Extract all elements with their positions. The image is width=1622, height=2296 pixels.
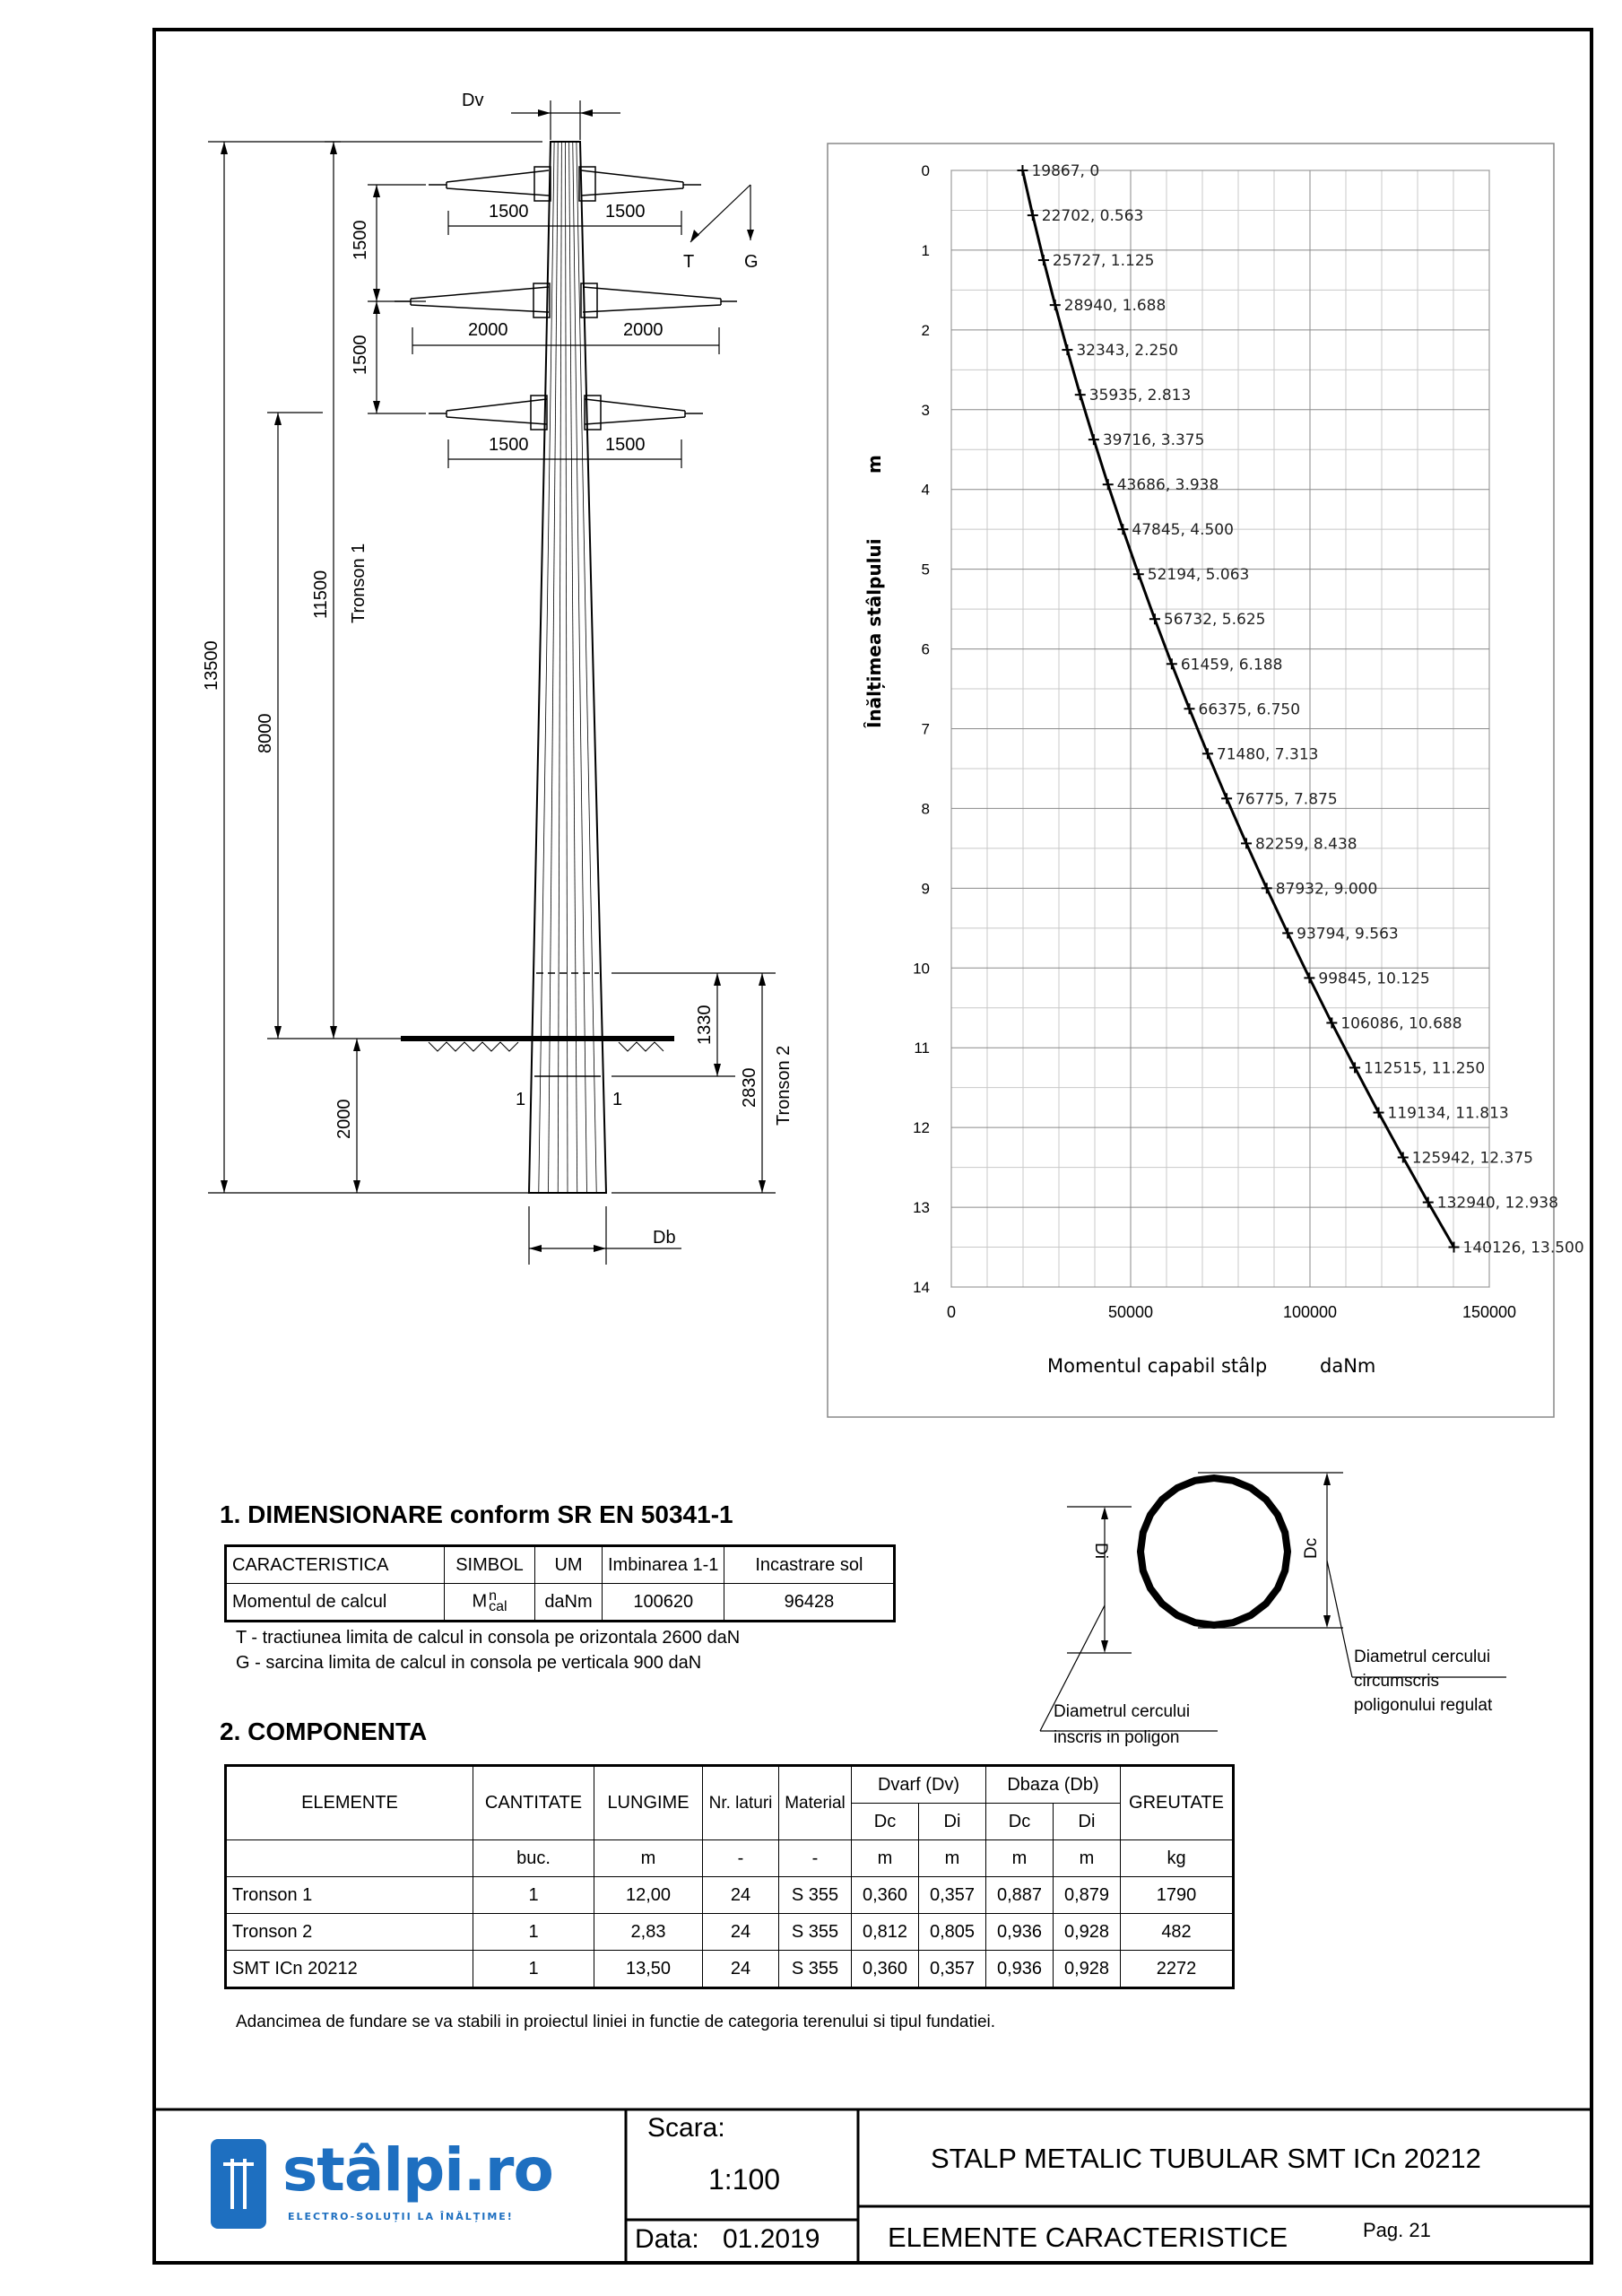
t-label: T: [683, 252, 695, 272]
header-dbaza-di: Di: [1054, 1804, 1121, 1840]
arm-low-left-dim: 1500: [489, 435, 529, 455]
row-name: Tronson 1: [226, 1877, 473, 1914]
row-dbaza-dc: 0,887: [986, 1877, 1054, 1914]
section-mark-right: 1: [612, 1090, 623, 1109]
header-dvarf: Dvarf (Dv): [852, 1766, 986, 1804]
data-label: 132940, 12.938: [1436, 1194, 1558, 1213]
data-label: 32343, 2.250: [1076, 342, 1178, 361]
y-tick-label: 10: [913, 960, 930, 978]
company-logo: [211, 2135, 569, 2229]
data-label: 140126, 13.500: [1462, 1239, 1584, 1257]
scale-label: Scara:: [647, 2113, 725, 2143]
date-label: Data:: [635, 2224, 699, 2254]
header-dbaza-dc: Dc: [986, 1804, 1054, 1840]
data-label: 71480, 7.313: [1216, 745, 1319, 764]
pole-facet-line: [558, 142, 561, 1193]
row-dbaza-di: 0,928: [1054, 1914, 1121, 1951]
table-row: [226, 1584, 895, 1622]
x-axis-ticks: [947, 1303, 1516, 1321]
dc-label: Dc: [1302, 1537, 1321, 1559]
row-length: 12,00: [594, 1877, 703, 1914]
table-row: [226, 1877, 1234, 1914]
unit-cell: -: [779, 1840, 852, 1877]
data-label: 119134, 11.813: [1387, 1104, 1509, 1123]
y-tick-label: 0: [921, 162, 930, 179]
row-dvarf-di: 0,805: [919, 1914, 986, 1951]
x-axis-unit: daNm: [1320, 1355, 1376, 1377]
drawing-title: STALP METALIC TUBULAR SMT ICn 20212: [931, 2143, 1481, 2174]
y-tick-label: 2: [921, 321, 930, 339]
unit-cell: m: [986, 1840, 1054, 1877]
logo-text: stâlpi.ro: [282, 2135, 553, 2205]
above-ground-dim: 8000: [256, 713, 275, 753]
x-tick-label: 100000: [1282, 1303, 1338, 1321]
x-tick-label: 0: [946, 1303, 957, 1321]
page-number: Pag. 21: [1363, 2219, 1431, 2241]
unit-cell: -: [703, 1840, 779, 1877]
row-dbaza-dc: 0,936: [986, 1914, 1054, 1951]
y-tick-label: 4: [921, 481, 930, 499]
data-label: 39716, 3.375: [1102, 431, 1205, 450]
di-label: Di: [1091, 1543, 1110, 1559]
data-label: 35935, 2.813: [1089, 387, 1192, 405]
data-label: 43686, 3.938: [1116, 476, 1219, 495]
symbol-sup: n: [489, 1588, 498, 1604]
row-qty: 1: [473, 1914, 594, 1951]
table-units-row: [226, 1840, 1234, 1877]
total-height-dim: 13500: [202, 640, 221, 691]
inscribed-label-line2: inscris in poligon: [1054, 1728, 1180, 1747]
header-simbol: SIMBOL: [445, 1546, 535, 1584]
unit-cell: kg: [1121, 1840, 1234, 1877]
symbol-sub: cal: [489, 1599, 507, 1614]
foundation-footnote: Adancimea de fundare se va stabili in proiectul liniei in functie de categoria terenului si tipul fundatiei.: [236, 2013, 996, 2031]
crossarm-top: [429, 167, 701, 201]
row-material: S 355: [779, 1877, 852, 1914]
header-material: Material: [779, 1766, 852, 1840]
row-um: daNm: [535, 1584, 603, 1622]
header-imbinare: Imbinarea 1-1: [603, 1546, 724, 1584]
dimension-lines: [208, 100, 776, 1265]
data-label: 19867, 0: [1031, 162, 1100, 180]
data-label: 125942, 12.375: [1411, 1149, 1533, 1168]
y-tick-label: 8: [921, 800, 930, 818]
data-label: 76775, 7.875: [1236, 790, 1338, 809]
row-label: Momentul de calcul: [226, 1584, 445, 1622]
row-sides: 24: [703, 1877, 779, 1914]
y-tick-label: 3: [921, 401, 930, 419]
data-label: 22702, 0.563: [1041, 207, 1144, 226]
tronson2-length-dim: 2830: [740, 1067, 759, 1108]
data-label: 82259, 8.438: [1255, 835, 1357, 854]
row-dvarf-dc: 0,360: [852, 1877, 919, 1914]
row-dvarf-di: 0,357: [919, 1877, 986, 1914]
drawing-subtitle: ELEMENTE CARACTERISTICE: [888, 2222, 1288, 2253]
row-sides: 24: [703, 1914, 779, 1951]
moment-chart: [828, 144, 1584, 1417]
pole-drawing: [202, 91, 794, 1265]
y-axis-ticks: [913, 162, 930, 1296]
tronson1-label: Tronson 1: [349, 543, 369, 623]
logo-tagline: ELECTRO-SOLUȚII LA ÎNĂLȚIME!: [288, 2211, 514, 2222]
symbol-main: M: [472, 1591, 488, 1612]
data-label: 61459, 6.188: [1180, 656, 1283, 674]
ground-hatch: [429, 1042, 664, 1051]
data-label: 56732, 5.625: [1163, 611, 1266, 630]
unit-cell: m: [594, 1840, 703, 1877]
unit-cell: buc.: [473, 1840, 594, 1877]
unit-cell: m: [1054, 1840, 1121, 1877]
row-qty: 1: [473, 1877, 594, 1914]
y-tick-label: 1: [921, 241, 930, 259]
row-sides: 24: [703, 1951, 779, 1988]
data-label: 28940, 1.688: [1063, 297, 1167, 316]
row-dvarf-dc: 0,360: [852, 1951, 919, 1988]
data-label: 87932, 9.000: [1275, 880, 1378, 899]
header-dvarf-dc: Dc: [852, 1804, 919, 1840]
y-tick-label: 7: [921, 720, 930, 738]
spacing-lower-dim: 1500: [351, 335, 370, 375]
tronson1-length-dim: 11500: [311, 570, 331, 619]
spacing-upper-dim: 1500: [351, 220, 370, 260]
tronson2-label: Tronson 2: [774, 1045, 794, 1126]
row-dbaza-di: 0,928: [1054, 1951, 1121, 1988]
pole-facet-line: [569, 142, 577, 1193]
row-incastrare: 96428: [724, 1584, 895, 1622]
pole-logo-icon: [211, 2139, 266, 2229]
circumscribed-label-line1: Diametrul cercului: [1354, 1648, 1491, 1666]
data-label: 106086, 10.688: [1340, 1014, 1462, 1033]
note-t: T - tractiunea limita de calcul in consola pe orizontala 2600 daN: [236, 1628, 741, 1648]
date-value: 01.2019: [723, 2224, 820, 2254]
note-g: G - sarcina limita de calcul in consola pe verticala 900 daN: [236, 1653, 702, 1673]
table-row: [226, 1914, 1234, 1951]
data-label: 25727, 1.125: [1052, 252, 1155, 271]
header-dbaza: Dbaza (Db): [986, 1766, 1121, 1804]
header-greutate: GREUTATE: [1121, 1766, 1234, 1840]
row-dbaza-di: 0,879: [1054, 1877, 1121, 1914]
row-name: SMT ICn 20212: [226, 1951, 473, 1988]
y-tick-label: 5: [921, 561, 930, 578]
embed-depth-dim: 2000: [334, 1099, 354, 1139]
unit-cell: m: [919, 1840, 986, 1877]
tube-polygon: [1141, 1478, 1288, 1625]
unit-cell: m: [852, 1840, 919, 1877]
header-lungime: LUNGIME: [594, 1766, 703, 1840]
x-axis-label: Momentul capabil stâlp: [1047, 1355, 1268, 1377]
row-imbinare: 100620: [603, 1584, 724, 1622]
row-name: Tronson 2: [226, 1914, 473, 1951]
y-axis-label: Înălțimea stâlpului: [863, 538, 885, 728]
scale-value: 1:100: [708, 2163, 781, 2196]
row-qty: 1: [473, 1951, 594, 1988]
header-um: UM: [535, 1546, 603, 1584]
x-tick-label: 50000: [1107, 1303, 1154, 1321]
dv-label: Dv: [462, 91, 484, 110]
pole-facet-line: [566, 142, 568, 1193]
table-header-row: [226, 1546, 895, 1584]
data-label: 66375, 6.750: [1198, 700, 1301, 719]
row-dvarf-di: 0,357: [919, 1951, 986, 1988]
row-dbaza-dc: 0,936: [986, 1951, 1054, 1988]
arm-top-left-dim: 1500: [489, 202, 529, 222]
header-caracteristica: CARACTERISTICA: [226, 1546, 445, 1584]
x-tick-label: 150000: [1462, 1303, 1517, 1321]
row-symbol: [445, 1584, 535, 1622]
row-material: S 355: [779, 1951, 852, 1988]
y-tick-label: 6: [921, 640, 930, 658]
dimensioning-table: [224, 1544, 896, 1622]
header-nr-laturi: Nr. laturi: [703, 1766, 779, 1840]
header-cantitate: CANTITATE: [473, 1766, 594, 1840]
arm-mid-left-dim: 2000: [468, 320, 508, 340]
table-row: [226, 1951, 1234, 1988]
inscribed-label-line1: Diametrul cercului: [1054, 1702, 1191, 1721]
header-incastrare: Incastrare sol: [724, 1546, 895, 1584]
row-length: 2,83: [594, 1914, 703, 1951]
y-axis-unit: m: [863, 455, 885, 474]
section2-title: 2. COMPONENTA: [220, 1718, 428, 1745]
table-header-row: [226, 1766, 1234, 1804]
components-table: [224, 1764, 1235, 1989]
arm-top-right-dim: 1500: [605, 202, 646, 222]
g-label: G: [744, 252, 759, 272]
y-tick-label: 14: [913, 1279, 930, 1296]
header-elemente: ELEMENTE: [226, 1766, 473, 1840]
y-tick-label: 11: [914, 1039, 930, 1057]
arm-low-right-dim: 1500: [605, 435, 646, 455]
header-dvarf-di: Di: [919, 1804, 986, 1840]
row-weight: 2272: [1121, 1951, 1234, 1988]
circumscribed-label-line3: poligonului regulat: [1354, 1696, 1493, 1715]
data-label: 99845, 10.125: [1318, 970, 1430, 988]
unit-elemente: [226, 1840, 473, 1877]
circumscribed-label-line2: circumscris: [1354, 1672, 1439, 1691]
data-label: 52194, 5.063: [1147, 566, 1250, 585]
row-weight: 1790: [1121, 1877, 1234, 1914]
arm-mid-right-dim: 2000: [623, 320, 664, 340]
section-mark-left: 1: [516, 1090, 526, 1109]
y-tick-label: 12: [913, 1119, 930, 1137]
dimension-arrows: [221, 109, 766, 1252]
row-material: S 355: [779, 1914, 852, 1951]
data-label: 93794, 9.563: [1297, 925, 1399, 944]
section-diagram: [1040, 1473, 1506, 1747]
data-label: 112515, 11.250: [1364, 1059, 1486, 1078]
section1-title: 1. DIMENSIONARE conform SR EN 50341-1: [220, 1500, 733, 1528]
y-tick-label: 13: [913, 1199, 930, 1217]
row-weight: 482: [1121, 1914, 1234, 1951]
db-label: Db: [653, 1228, 676, 1248]
joint-height-dim: 1330: [695, 1004, 715, 1045]
data-label: 47845, 4.500: [1132, 521, 1234, 540]
row-dvarf-dc: 0,812: [852, 1914, 919, 1951]
y-tick-label: 9: [921, 880, 930, 898]
row-length: 13,50: [594, 1951, 703, 1988]
